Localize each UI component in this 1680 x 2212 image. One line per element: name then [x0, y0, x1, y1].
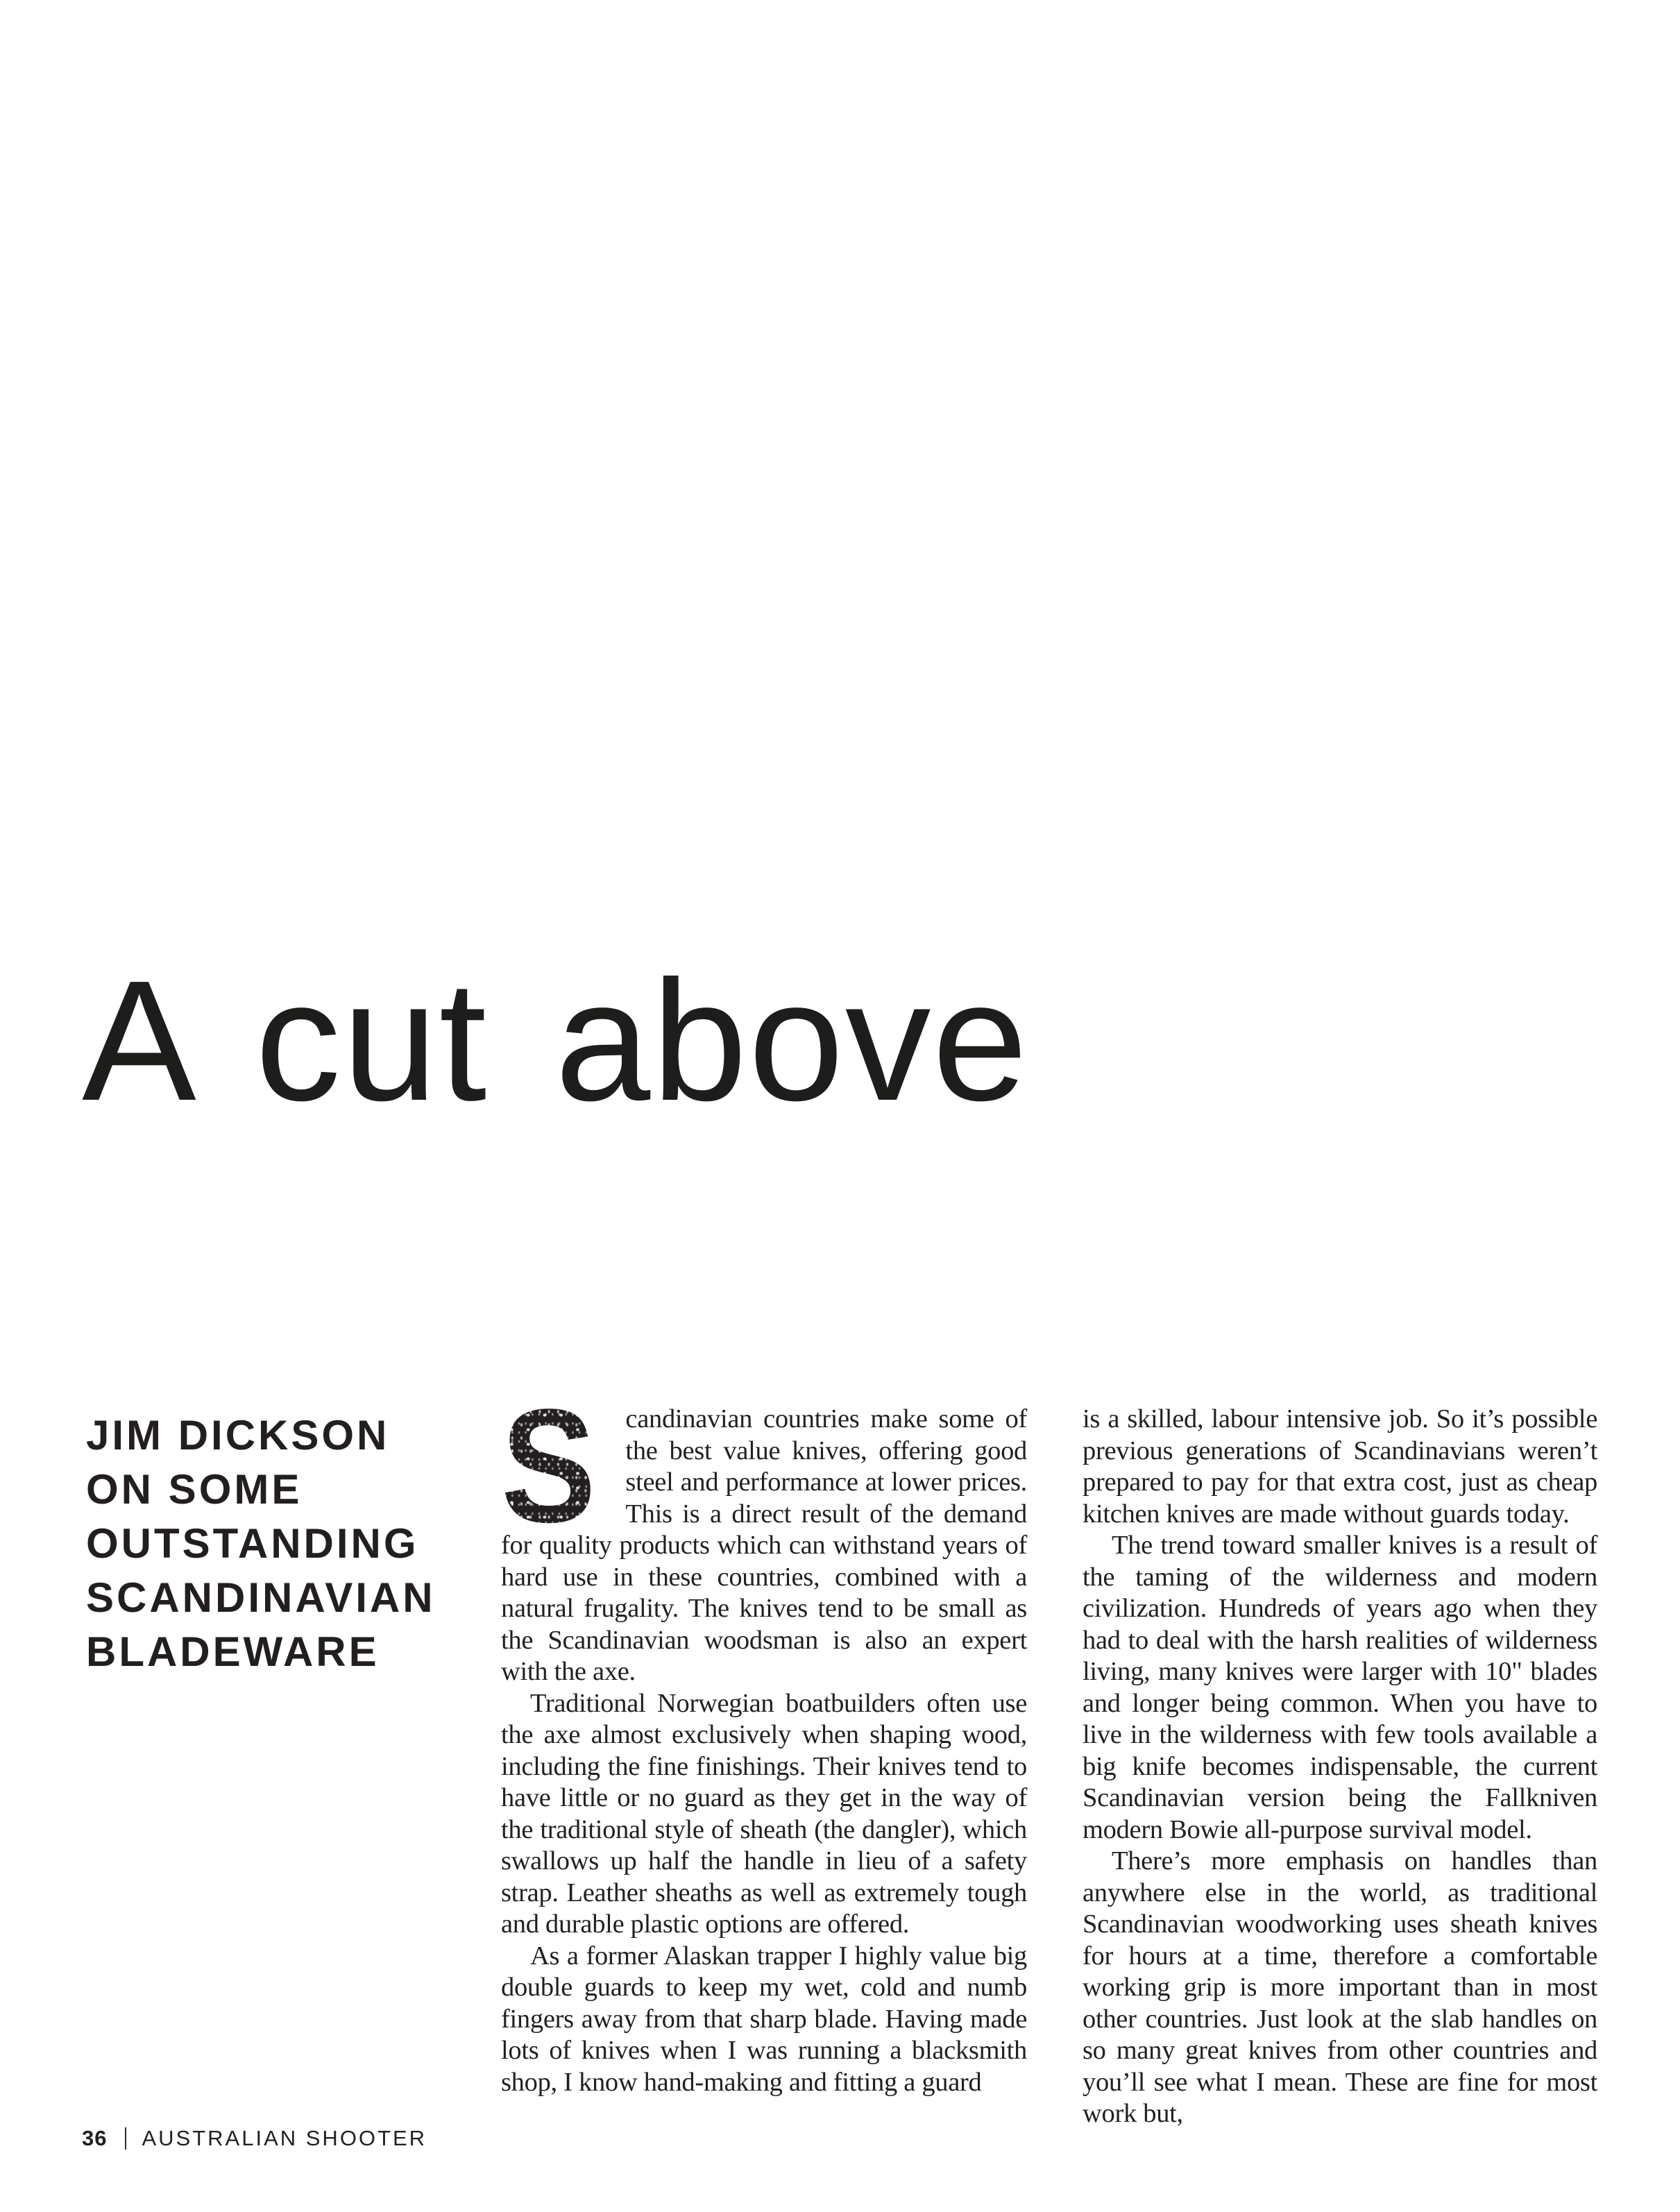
drop-cap: S: [501, 1376, 596, 1556]
paragraph: The trend toward smaller knives is a result of the taming of the wilderness and modern civilization. Hundreds of years ago when they had to deal with the harsh realities of wilderness living, many knives were larger with 10" blades and longer being common. When you have to live in the wilderness with few tools available a big knife becomes indispensable, the current Scandinavian version being the Fallkniven modern Bowie all-purpose survival model.: [1083, 1531, 1597, 1844]
byline-line: OUTSTANDING: [86, 1520, 419, 1567]
byline: [86, 1409, 502, 1679]
paragraph: Traditional Norwegian boatbuilders often use the axe almost exclusively when shaping wood, including the fine finishings. Their knives tend to have little or no guard as they get in the way of the traditional style of sheath (the dangler), which swallows up half the handle in lieu of a safety strap. Leather sheaths as well as extremely tough and durable plastic options are offered.: [501, 1688, 1027, 1939]
paragraph: There’s more emphasis on handles than anywhere else in the world, as traditional Scandinavian woodworking uses sheath knives for hours at a time, therefore a comfortable working grip is more important than in most other countries. Just look at the slab handles on so many great knives from other countries and you’ll see what I mean. These are fine for most work but,: [1083, 1846, 1597, 2128]
page-number: 36: [82, 2126, 108, 2150]
footer-divider: [125, 2127, 126, 2150]
body-column-2: [1083, 1404, 1597, 2130]
page-footer: [82, 2125, 427, 2152]
paragraph-text: candinavian countries make some of the best value knives, offering good steel and performance at lower prices. This is a direct result of the demand for quality products which can withstand years of hard use in these countries, combined with a natural frugality. The knives tend to be small as the Scandinavian woodsman is also an expert with the axe.: [501, 1404, 1027, 1686]
paragraph: is a skilled, labour intensive job. So it’s possible previous generations of Scandinavians weren’t prepared to pay for that extra cost, just as cheap kitchen knives are made without guards today.: [1083, 1404, 1597, 1529]
paragraph: As a former Alaskan trapper I highly value big double guards to keep my wet, cold and numb fingers away from that sharp blade. Having made lots of knives when I was running a blacksmith shop, I know hand-making and fitting a guard: [501, 1941, 1027, 2097]
body-column-1: [501, 1376, 1027, 2098]
byline-line: JIM DICKSON: [86, 1412, 390, 1458]
byline-line: SCANDINAVIAN: [86, 1574, 436, 1621]
magazine-name: AUSTRALIAN SHOOTER: [142, 2126, 427, 2150]
byline-line: BLADEWARE: [86, 1628, 380, 1675]
paragraph-opening: [501, 1376, 1027, 1688]
article-title: A cut above: [82, 945, 1029, 1137]
byline-line: ON SOME: [86, 1466, 303, 1513]
